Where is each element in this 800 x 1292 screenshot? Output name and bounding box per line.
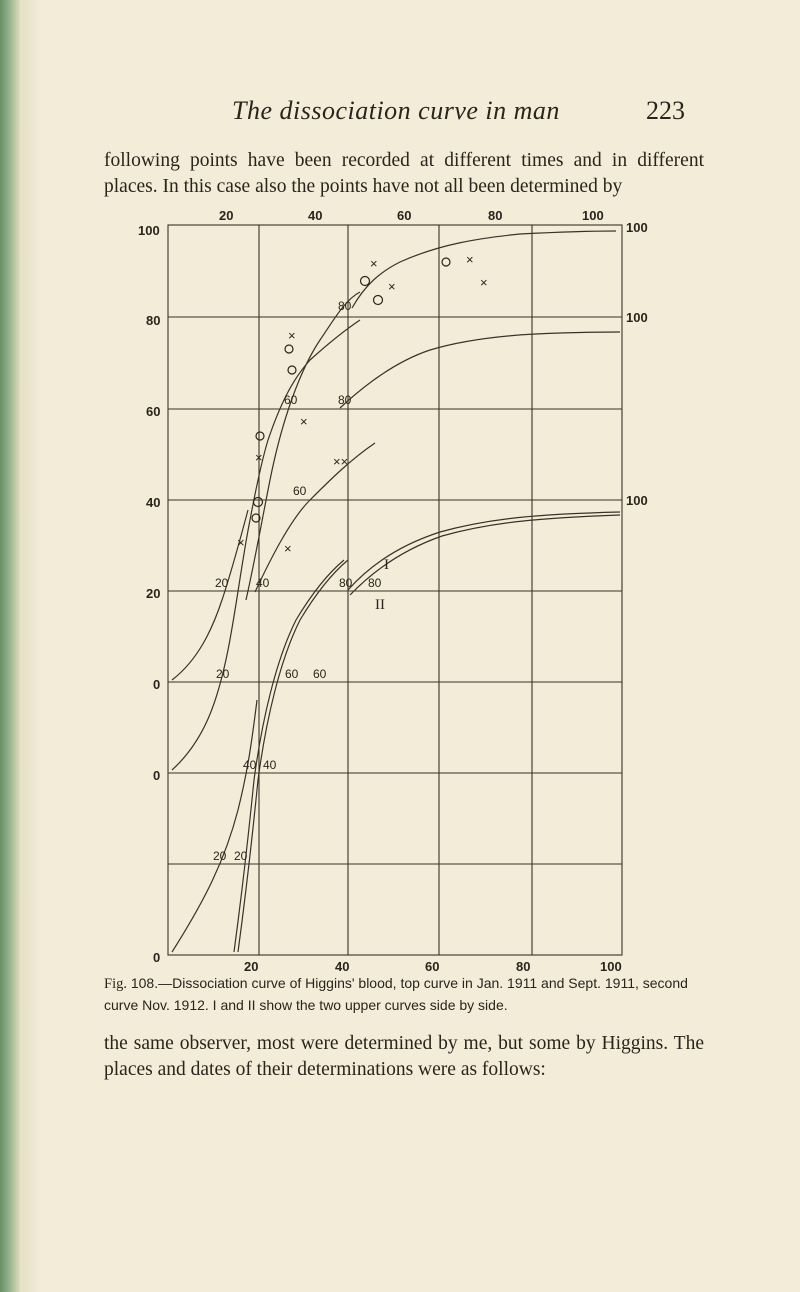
curve-lower-long xyxy=(238,560,348,952)
curve-top-mid xyxy=(246,292,360,600)
bottom-tick-label: 20 xyxy=(244,959,259,974)
top-tick-label: 100 xyxy=(582,208,604,223)
inline-label: 80 xyxy=(338,299,352,313)
circle-marker xyxy=(285,345,293,353)
right-axis-ticks xyxy=(626,220,648,508)
curve-lower-long-2 xyxy=(234,560,344,952)
bottom-axis-ticks xyxy=(244,959,622,974)
cross-marker: × xyxy=(480,275,488,290)
cross-marker: × xyxy=(388,279,396,294)
top-tick-label: 60 xyxy=(397,208,412,223)
figure-caption-text: 108.—Dissociation curve of Higgins' blood, top curve in Jan. 1911 and Sept. 1911, second curve Nov. 1912. I and II show the two upper curves side by side. xyxy=(104,975,688,1013)
bottom-tick-label: 40 xyxy=(335,959,350,974)
inline-label: 20 xyxy=(213,849,227,863)
circle-marker xyxy=(254,498,263,507)
inline-label: 60 xyxy=(313,667,327,681)
circle-marker xyxy=(361,277,370,286)
left-tick-label: 60 xyxy=(146,404,161,419)
inline-label: 40 xyxy=(243,758,257,772)
running-title: The dissociation curve in man xyxy=(232,96,560,125)
left-tick-label: 0 xyxy=(153,768,161,783)
circle-marker xyxy=(288,366,296,374)
bottom-tick-label: 100 xyxy=(600,959,622,974)
cross-marker: × xyxy=(300,414,308,429)
cross-marker: × xyxy=(288,328,296,343)
left-tick-label: 20 xyxy=(146,586,161,601)
cross-marker: × xyxy=(284,541,292,556)
inline-label: 20 xyxy=(215,576,229,590)
top-axis-ticks xyxy=(219,208,604,223)
inline-label: 40 xyxy=(263,758,277,772)
inline-label: 40 xyxy=(256,576,270,590)
circle-marker xyxy=(442,258,450,266)
top-tick-label: 20 xyxy=(219,208,234,223)
cross-marker: × xyxy=(255,450,263,465)
cross-marker: × xyxy=(466,252,474,267)
left-tick-label: 0 xyxy=(153,677,161,692)
body-paragraph-top: following points have been recorded at different times and in different places. In this case also the points have not all been determined by xyxy=(104,150,704,197)
curve-top-upper xyxy=(352,231,616,308)
right-tick-label: 100 xyxy=(626,310,648,325)
inline-label: 20 xyxy=(216,667,230,681)
observation-markers xyxy=(252,258,450,522)
curve-I xyxy=(348,512,620,590)
left-axis-ticks xyxy=(138,223,160,965)
curve-label-II: II xyxy=(375,597,385,613)
bottom-tick-label: 60 xyxy=(425,959,440,974)
left-tick-label: 80 xyxy=(146,313,161,328)
curve-top-lower xyxy=(172,700,257,952)
curve-second-right xyxy=(340,332,620,408)
cross-marker: × xyxy=(370,256,378,271)
bottom-tick-label: 80 xyxy=(516,959,531,974)
cross-marker: ×× xyxy=(333,454,349,469)
inline-label: 60 xyxy=(284,393,298,407)
inline-label: 80 xyxy=(368,576,382,590)
inline-label: 60 xyxy=(293,484,307,498)
body-paragraph-bottom: the same observer, most were determined by me, but some by Higgins. The places and dates of their determinations were as follows: xyxy=(104,1033,704,1080)
inline-label: 80 xyxy=(339,576,353,590)
inline-label: 80 xyxy=(338,393,352,407)
page-number: 223 xyxy=(646,96,685,125)
left-tick-label: 0 xyxy=(153,950,161,965)
left-tick-label: 100 xyxy=(138,223,160,238)
cross-markers xyxy=(237,252,488,556)
figure-number-label: Fig. xyxy=(104,976,127,992)
curve-second-mid xyxy=(268,320,360,440)
chart-frame xyxy=(168,225,622,955)
right-tick-label: 100 xyxy=(626,493,648,508)
inline-label: 20 xyxy=(234,849,248,863)
right-tick-label: 100 xyxy=(626,220,648,235)
circle-marker xyxy=(256,432,264,440)
top-tick-label: 40 xyxy=(308,208,323,223)
curve-label-I: I xyxy=(384,557,389,573)
top-tick-label: 80 xyxy=(488,208,503,223)
cross-marker: × xyxy=(237,535,245,550)
left-tick-label: 40 xyxy=(146,495,161,510)
chart-gridlines xyxy=(168,225,622,955)
figure-caption xyxy=(104,973,704,1016)
circle-marker xyxy=(374,296,383,305)
inline-label: 60 xyxy=(285,667,299,681)
